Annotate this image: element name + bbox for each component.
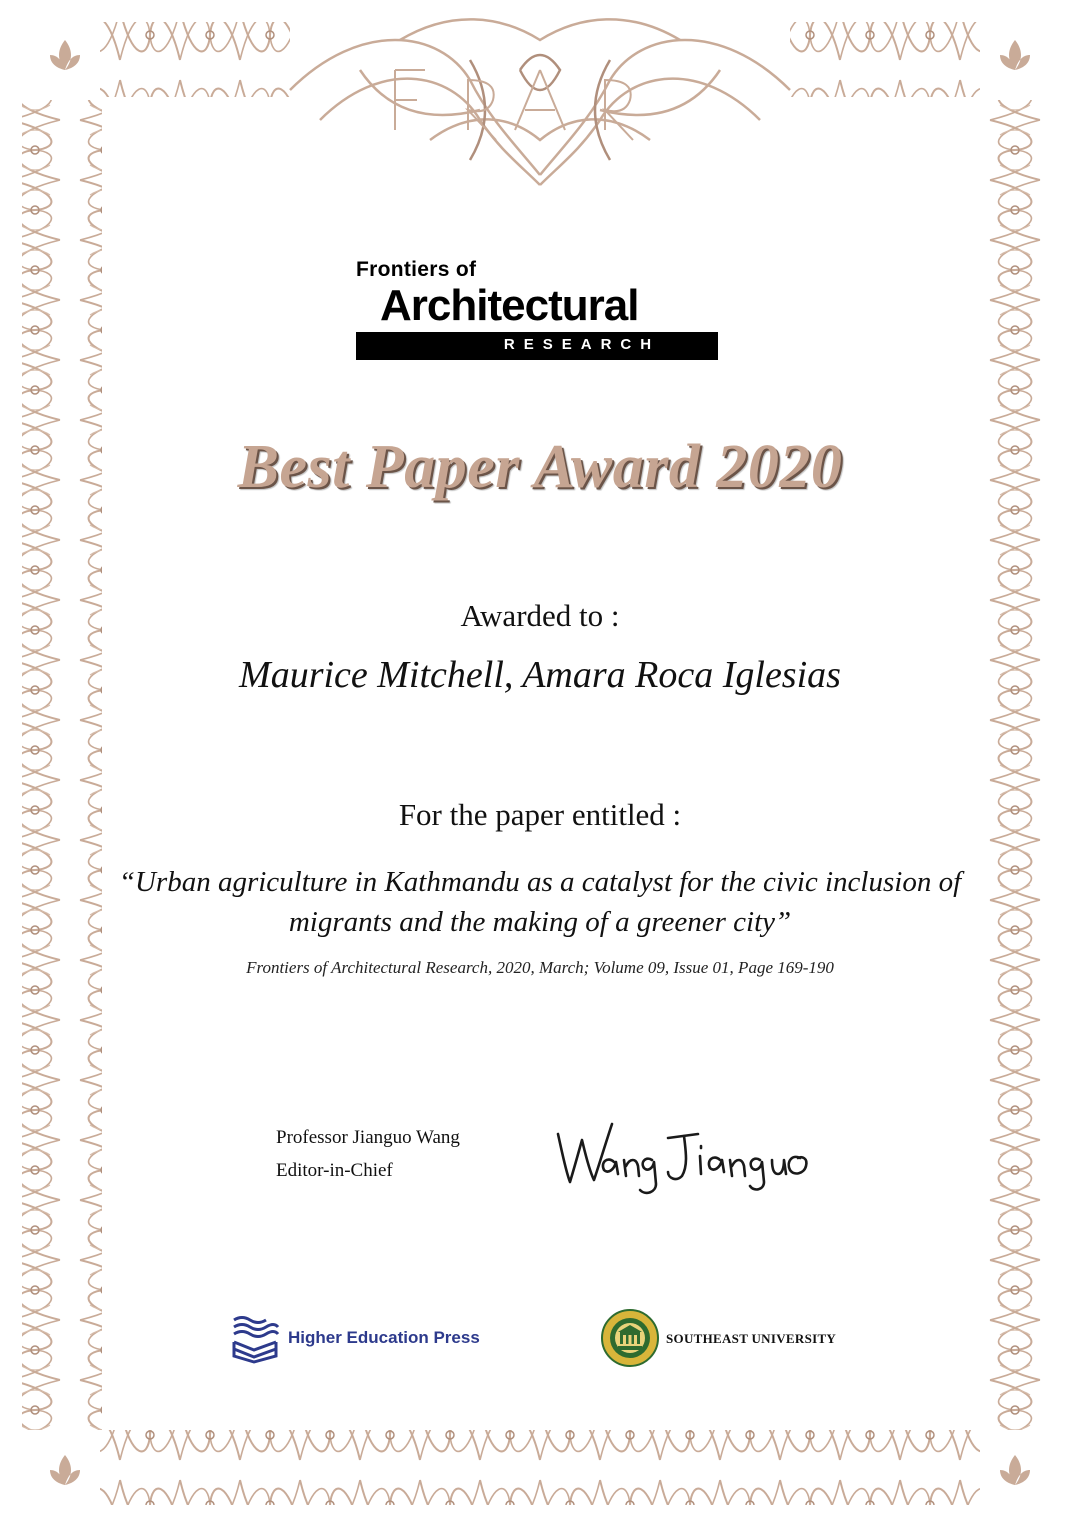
paper-entitled-label: For the paper entitled : xyxy=(398,797,682,832)
left-border-ornament xyxy=(22,100,102,1430)
journal-logo-line1: Frontiers of xyxy=(356,258,477,281)
paper-citation: Frontiers of Architectural Research, 2020, March; Volume 09, Issue 01, Page 169-190 xyxy=(246,958,834,977)
award-title: Best Paper Award 2020 xyxy=(237,433,843,501)
journal-logo-line2: Architectural xyxy=(380,281,639,330)
awarded-to-label: Awarded to : xyxy=(460,598,620,633)
higher-education-press-label: Higher Education Press xyxy=(288,1328,480,1347)
southeast-university-label: SOUTHEAST UNIVERSITY xyxy=(666,1331,837,1346)
journal-logo-line3: RESEARCH xyxy=(503,336,661,353)
top-crest-ornament xyxy=(290,19,790,185)
journal-logo xyxy=(356,258,718,362)
editor-role: Editor-in-Chief xyxy=(276,1160,393,1181)
editor-name: Professor Jianguo Wang xyxy=(276,1127,460,1148)
top-right-border-ornament xyxy=(790,22,980,97)
paper-title: “Urban agriculture in Kathmandu as a catalyst for the civic inclusion of migrants and the making of a greener city” xyxy=(118,866,962,938)
university-seal-icon xyxy=(600,1308,660,1368)
stacked-books-waves-icon xyxy=(230,1314,280,1364)
top-left-border-ornament xyxy=(100,22,290,97)
right-border-ornament xyxy=(978,100,1058,1430)
awardee-names: Maurice Mitchell, Amara Roca Iglesias xyxy=(239,654,841,696)
handwritten-signature xyxy=(548,1112,818,1202)
bottom-border-ornament xyxy=(100,1430,980,1505)
